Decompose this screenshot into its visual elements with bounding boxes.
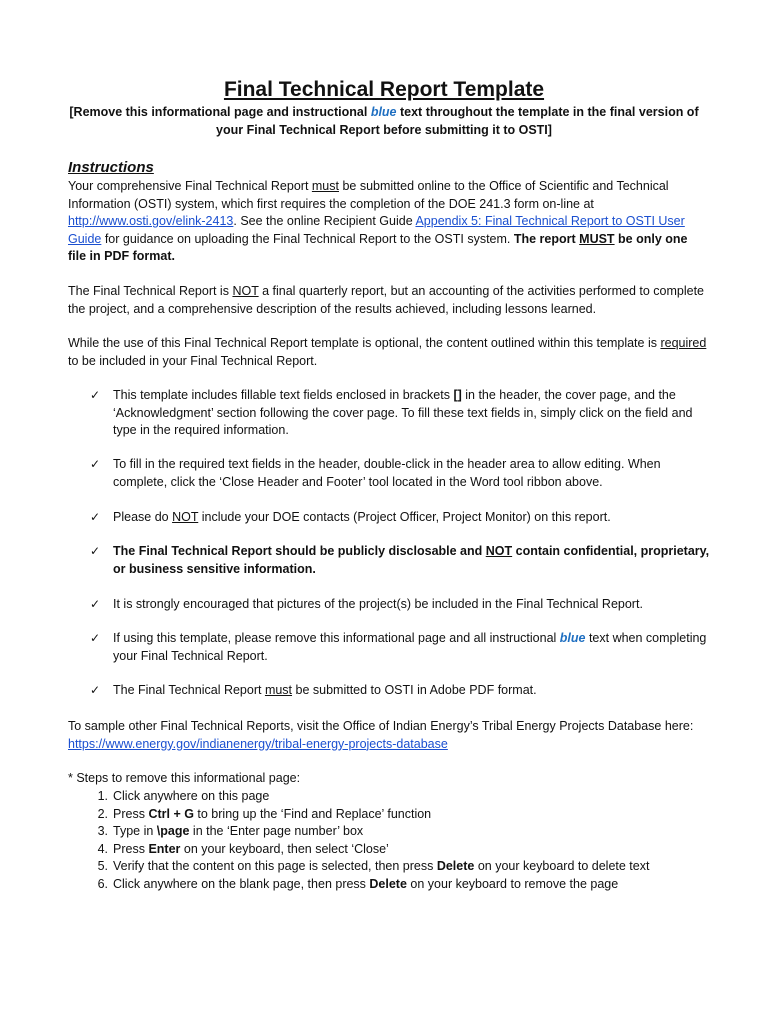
instructions-heading: Instructions xyxy=(68,159,154,176)
subtitle-blue-word: blue xyxy=(370,105,397,119)
p1-text-b: be submitted online to the Office of Scientific and Technical Information (OSTI) system, which first requires the completion of the DOE 241.3 form on-line at xyxy=(68,179,669,211)
b1-text-a: This template includes fillable text fields enclosed in brackets xyxy=(113,388,454,402)
step-text xyxy=(113,788,703,806)
step-text xyxy=(113,841,703,859)
b3-text-b: include your DOE contacts (Project Officer, Project Monitor) on this report. xyxy=(198,510,611,524)
bullet-header-fields: To fill in the required text fields in the header, double-click in the header area to allow editing. When complete, click the ‘Close Header and Footer’ tool located in the Word tool ribbon above. xyxy=(113,457,661,489)
step-text xyxy=(113,823,703,841)
step-key: Delete xyxy=(436,859,475,873)
bullet-remove-page xyxy=(113,630,713,665)
b6-blue-word: blue xyxy=(559,631,586,645)
checkmark-icon: ✓ xyxy=(90,544,101,558)
b1-text-b: in the header, the cover page, and the ‘Acknowledgment’ section following the cover page. To fill these text fields in, simply click on the field and type in the required information. xyxy=(113,388,693,437)
p1-bold-must: MUST xyxy=(579,231,615,246)
b3-not: NOT xyxy=(172,510,199,524)
step-text-b: on your keyboard, then select ‘Close’ xyxy=(180,841,389,856)
checkmark-icon: ✓ xyxy=(90,388,101,402)
bullet-pdf-format xyxy=(113,682,713,700)
step-key: \page xyxy=(156,824,190,838)
document-title: Final Technical Report Template xyxy=(223,78,545,101)
p1-text-c: . See the online Recipient Guide xyxy=(233,214,416,228)
p3-required: required xyxy=(660,336,707,350)
step-text xyxy=(113,806,703,824)
p1-text-d: for guidance on uploading the Final Technical Report to the OSTI system. xyxy=(101,231,514,246)
paragraph-osti-submission xyxy=(68,178,708,266)
subtitle-text-1: [Remove this informational page and instructional xyxy=(69,105,371,119)
checkmark-icon: ✓ xyxy=(90,597,101,611)
p2-not: NOT xyxy=(232,284,259,298)
step-text-a: Press xyxy=(113,841,149,856)
p2-text-b: a final quarterly report, but an accounting of the activities performed to complete the project, and a comprehensive description of the results achieved, including lessons learned. xyxy=(68,284,704,316)
b4-text-a: The Final Technical Report should be publicly disclosable and xyxy=(113,544,486,558)
step-text-b: on your keyboard to delete text xyxy=(474,859,650,873)
p3-text-b: to be included in your Final Technical Report. xyxy=(68,353,318,368)
paragraph-not-quarterly xyxy=(68,283,708,318)
bullet-publicly-disclosable xyxy=(113,543,713,578)
p1-must: must xyxy=(311,179,339,193)
step-number: 5. xyxy=(97,859,108,873)
p1-text-a: Your comprehensive Final Technical Report xyxy=(68,179,312,193)
step-text-a: Click anywhere on this page xyxy=(113,789,270,803)
b4-not: NOT xyxy=(485,544,513,558)
step-key: Enter xyxy=(148,841,181,856)
b6-text-b: text when completing your Final Technical Report. xyxy=(113,631,707,663)
b4-text-b: contain confidential, proprietary, or business sensitive information. xyxy=(113,544,710,576)
paragraph-template-optional xyxy=(68,335,708,370)
checkmark-icon: ✓ xyxy=(90,683,101,697)
tribal-energy-database-link[interactable]: https://www.energy.gov/indianenergy/tribal-energy-projects-database xyxy=(68,736,448,751)
checkmark-icon: ✓ xyxy=(90,457,101,471)
step-text xyxy=(113,858,703,876)
p1-bold-1: The report xyxy=(513,231,580,246)
subtitle-text-2: text throughout the template in the final version of your Final Technical Report before submitting it to OSTI] xyxy=(216,105,699,137)
step-number: 2. xyxy=(97,806,108,821)
step-text xyxy=(113,876,703,894)
step-number: 3. xyxy=(97,824,108,838)
bullet-fillable-fields xyxy=(113,387,713,440)
paragraph-sample-reports xyxy=(68,718,708,753)
sample-text: To sample other Final Technical Reports, visit the Office of Indian Energy’s Tribal Energy Projects Database here: xyxy=(68,719,694,733)
step-text-a: Press xyxy=(113,806,149,821)
step-number: 6. xyxy=(97,876,108,891)
checkmark-icon: ✓ xyxy=(90,631,101,645)
b3-text-a: Please do xyxy=(113,510,173,524)
step-key: Delete xyxy=(369,876,407,891)
document-subtitle xyxy=(60,104,708,139)
b7-must: must xyxy=(264,683,293,697)
step-text-a: Click anywhere on the blank page, then press xyxy=(113,876,370,891)
step-text-b: on your keyboard to remove the page xyxy=(406,876,619,891)
bullet-doe-contacts xyxy=(113,509,713,527)
steps-heading: * Steps to remove this informational page: xyxy=(68,771,301,785)
p3-text-a: While the use of this Final Technical Report template is optional, the content outlined within this template is xyxy=(68,336,661,350)
b7-text-b: be submitted to OSTI in Adobe PDF format. xyxy=(292,683,537,697)
b7-text-a: The Final Technical Report xyxy=(113,683,265,697)
p1-bold-2: be only one file in PDF format. xyxy=(68,231,688,263)
step-text-a: Verify that the content on this page is selected, then press xyxy=(113,859,437,873)
step-text-b: to bring up the ‘Find and Replace’ function xyxy=(193,806,432,821)
step-key: Ctrl + G xyxy=(148,806,194,821)
b6-text-a: If using this template, please remove this informational page and all instructional xyxy=(113,631,560,645)
bullet-pictures: It is strongly encouraged that pictures of the project(s) be included in the Final Technical Report. xyxy=(113,597,643,611)
elink-2413-link[interactable]: http://www.osti.gov/elink-2413 xyxy=(68,214,234,228)
b1-brackets: [] xyxy=(453,388,462,402)
p2-text-a: The Final Technical Report is xyxy=(68,284,233,298)
checkmark-icon: ✓ xyxy=(90,510,101,524)
step-number: 1. xyxy=(97,789,108,803)
step-text-b: in the ‘Enter page number’ box xyxy=(189,824,364,838)
appendix-5-link[interactable]: Appendix 5: Final Technical Report to OSTI User Guide xyxy=(68,214,685,246)
step-text-a: Type in xyxy=(113,824,157,838)
step-number: 4. xyxy=(97,841,108,856)
